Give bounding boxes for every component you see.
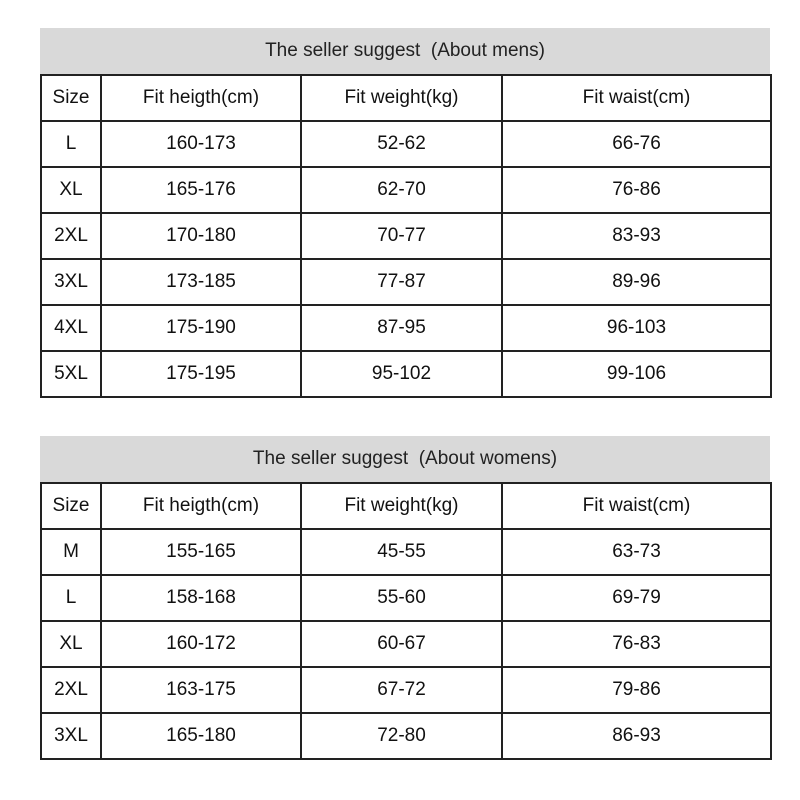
mens-size-chart	[40, 28, 770, 398]
table-row	[41, 575, 771, 621]
fit-weight-cell: 72-80	[301, 713, 502, 759]
column-header-size: Size	[41, 75, 101, 121]
size-cell: M	[41, 529, 101, 575]
fit-height-cell: 155-165	[101, 529, 301, 575]
fit-waist-cell: 89-96	[502, 259, 771, 305]
fit-weight-cell: 45-55	[301, 529, 502, 575]
fit-height-cell: 173-185	[101, 259, 301, 305]
fit-waist-cell: 69-79	[502, 575, 771, 621]
fit-waist-cell: 99-106	[502, 351, 771, 397]
mens-size-table	[40, 74, 772, 398]
table-row	[41, 121, 771, 167]
table-row	[41, 621, 771, 667]
column-header-fit-height: Fit heigth(cm)	[101, 75, 301, 121]
table-row	[41, 305, 771, 351]
table-row	[41, 713, 771, 759]
fit-weight-cell: 87-95	[301, 305, 502, 351]
fit-height-cell: 165-180	[101, 713, 301, 759]
table-row	[41, 351, 771, 397]
fit-height-cell: 170-180	[101, 213, 301, 259]
size-cell: 3XL	[41, 713, 101, 759]
column-header-fit-height: Fit heigth(cm)	[101, 483, 301, 529]
womens-size-chart	[40, 436, 770, 760]
column-header-fit-weight: Fit weight(kg)	[301, 483, 502, 529]
fit-waist-cell: 86-93	[502, 713, 771, 759]
fit-height-cell: 160-173	[101, 121, 301, 167]
womens-size-table	[40, 482, 772, 760]
column-header-fit-waist: Fit waist(cm)	[502, 75, 771, 121]
fit-weight-cell: 60-67	[301, 621, 502, 667]
fit-height-cell: 160-172	[101, 621, 301, 667]
table-row	[41, 529, 771, 575]
size-cell: XL	[41, 621, 101, 667]
fit-height-cell: 175-195	[101, 351, 301, 397]
column-header-size: Size	[41, 483, 101, 529]
column-header-fit-waist: Fit waist(cm)	[502, 483, 771, 529]
fit-weight-cell: 55-60	[301, 575, 502, 621]
size-cell: 4XL	[41, 305, 101, 351]
mens-chart-title: The seller suggest (About mens)	[40, 28, 770, 74]
size-cell: 3XL	[41, 259, 101, 305]
fit-weight-cell: 95-102	[301, 351, 502, 397]
fit-waist-cell: 63-73	[502, 529, 771, 575]
fit-weight-cell: 67-72	[301, 667, 502, 713]
table-row	[41, 667, 771, 713]
size-cell: 2XL	[41, 667, 101, 713]
size-cell: 5XL	[41, 351, 101, 397]
fit-waist-cell: 76-83	[502, 621, 771, 667]
fit-waist-cell: 66-76	[502, 121, 771, 167]
size-cell: XL	[41, 167, 101, 213]
fit-waist-cell: 79-86	[502, 667, 771, 713]
fit-weight-cell: 70-77	[301, 213, 502, 259]
fit-weight-cell: 62-70	[301, 167, 502, 213]
fit-height-cell: 163-175	[101, 667, 301, 713]
womens-chart-title: The seller suggest (About womens)	[40, 436, 770, 482]
table-row	[41, 259, 771, 305]
fit-height-cell: 175-190	[101, 305, 301, 351]
fit-waist-cell: 76-86	[502, 167, 771, 213]
table-row	[41, 213, 771, 259]
fit-height-cell: 158-168	[101, 575, 301, 621]
table-header-row	[41, 75, 771, 121]
fit-weight-cell: 52-62	[301, 121, 502, 167]
table-row	[41, 167, 771, 213]
fit-height-cell: 165-176	[101, 167, 301, 213]
fit-weight-cell: 77-87	[301, 259, 502, 305]
fit-waist-cell: 83-93	[502, 213, 771, 259]
size-cell: L	[41, 121, 101, 167]
table-header-row	[41, 483, 771, 529]
size-cell: 2XL	[41, 213, 101, 259]
size-cell: L	[41, 575, 101, 621]
fit-waist-cell: 96-103	[502, 305, 771, 351]
column-header-fit-weight: Fit weight(kg)	[301, 75, 502, 121]
